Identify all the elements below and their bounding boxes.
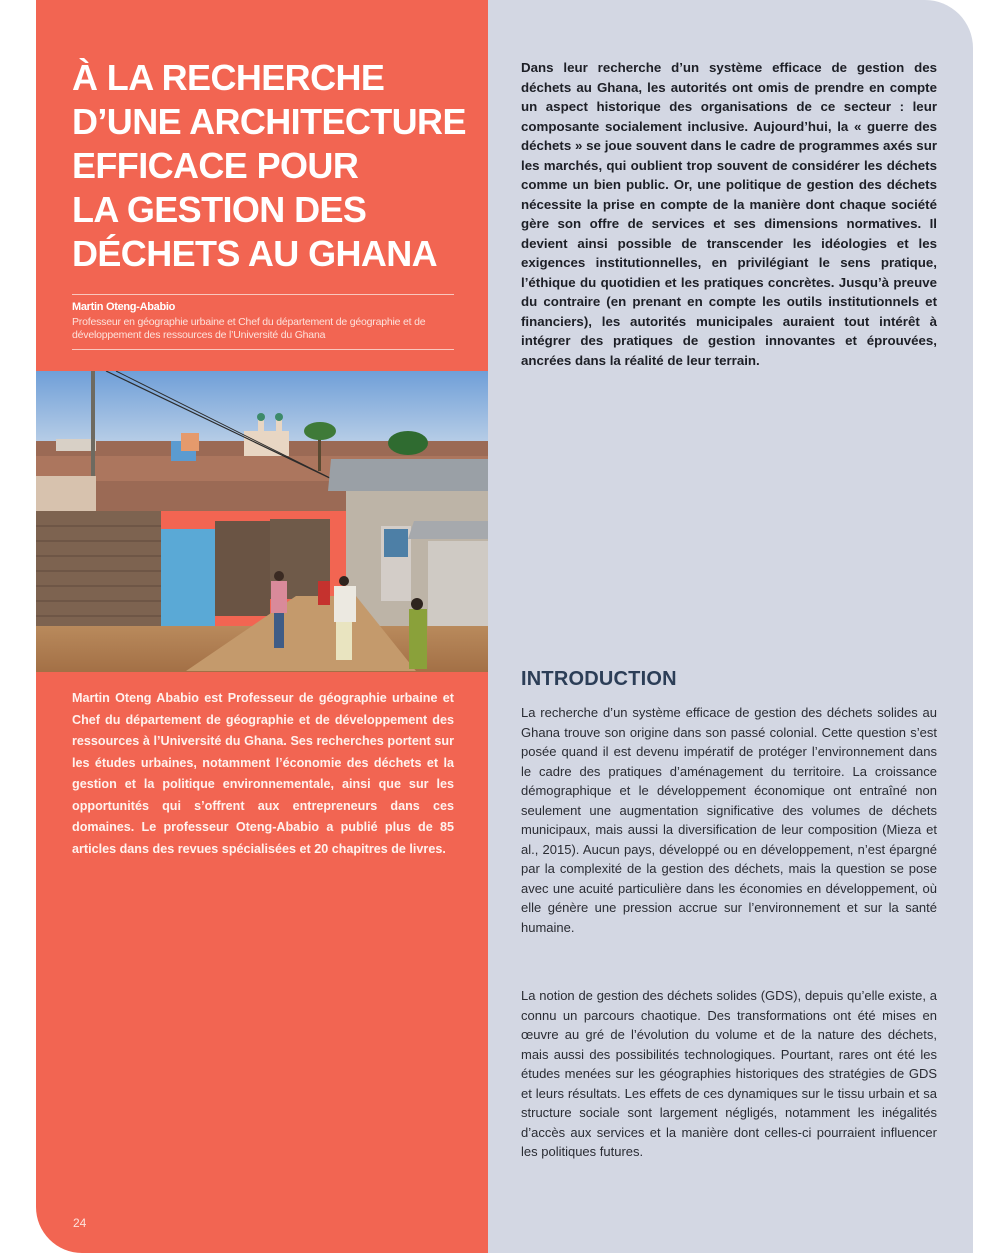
author-name: Martin Oteng-Ababio: [72, 301, 176, 313]
body-paragraph: La recherche d’un système efficace de gestion des déchets solides au Ghana trouve son origine dans son passé colonial. Cette question s’est posée quand il est devenu impératif de protéger l’environnement dans le cadre des pratiques d’aménagement du territoire. La croissance démographique et le développement économique ont entraîné non seulement une augmentation significative des volumes de déchets municipaux, mais aussi la diversification de leur composition (Mieza et al., 2015). Aucun pays, développé ou en développement, n’est épargné par la complexité de la gestion des déchets, mais la question se pose avec une acuité particulière dans les économies en développement, où elle génère une pression accrue sur l’environnement et sur la santé humaine.: [521, 705, 937, 935]
abstract: Dans leur recherche d’un système efficace de gestion des déchets au Ghana, les autorités ont omis de prendre en compte un aspect historique des organisations de ce secteur : leur composante socialement inclusive. Aujourd’hui, la « guerre des déchets » se joue souvent dans le cadre de programmes axés sur les marchés, qui oublient trop souvent de considérer les déchets comme un bien public. Or, une politique de gestion des déchets nécessite la prise en compte de la manière dont chaque société gère son offre de services et ses dimensions normatives. Il devient ainsi possible de transcender les idéologies et les exigences institutionnelles, en privilégiant le sens pratique, l’éthique du quotidien et les pratiques concrètes. Jusqu’à preuve du contraire (en prenant en compte les outils institutionnels et financiers), les autorités municipales auraient tout intérêt à intégrer des pratiques de gestion innovantes et éprouvées, ancrées dans la réalité de leur terrain.: [521, 60, 937, 368]
street-scene-image: [36, 371, 488, 672]
article-title: [72, 56, 472, 276]
divider: [72, 294, 454, 295]
author-bio: Martin Oteng Ababio est Professeur de géographie urbaine et Chef du département de géographie et de développement des ressources à l’Université du Ghana. Ses recherches portent sur les études urbaines, notamment l’économie des déchets et la gestion et la politique environnementale, ainsi que sur les opportunités qui s’offrent aux entrepreneurs dans ces domaines. Le professeur Oteng-Ababio a publié plus de 85 articles dans des revues spécialisées et 20 chapitres de livres.: [72, 691, 454, 856]
article-photo: [36, 371, 488, 672]
body-paragraph: La notion de gestion des déchets solides (GDS), depuis qu’elle existe, a connu un parcours chaotique. Des transformations ont été mises en œuvre au gré de l’évolution du volume et de la nature des déchets, mais aussi des possibilités technologiques. Pourtant, rares ont été les études menées sur les géographies historiques des stratégies de GDS et leurs résultats. Les effets de ces dynamiques sur le tissu urbain et sa structure sociale sont largement négligés, notamment les inégalités d’accès aux services et la manière dont celles-ci pourraient influencer les politiques futures.: [521, 988, 937, 1159]
author-role: Professeur en géographie urbaine et Chef du département de géographie et de développement des ressources de l’Université du Ghana: [72, 316, 426, 341]
title-line: LA GESTION DES: [72, 189, 367, 230]
page-number: 24: [73, 1216, 87, 1230]
divider: [72, 349, 454, 350]
title-line: D’UNE ARCHITECTURE: [72, 101, 466, 142]
title-line: DÉCHETS AU GHANA: [72, 233, 438, 274]
title-line: À LA RECHERCHE: [72, 57, 385, 98]
title-line: EFFICACE POUR: [72, 145, 359, 186]
section-heading-introduction: INTRODUCTION: [521, 668, 677, 690]
